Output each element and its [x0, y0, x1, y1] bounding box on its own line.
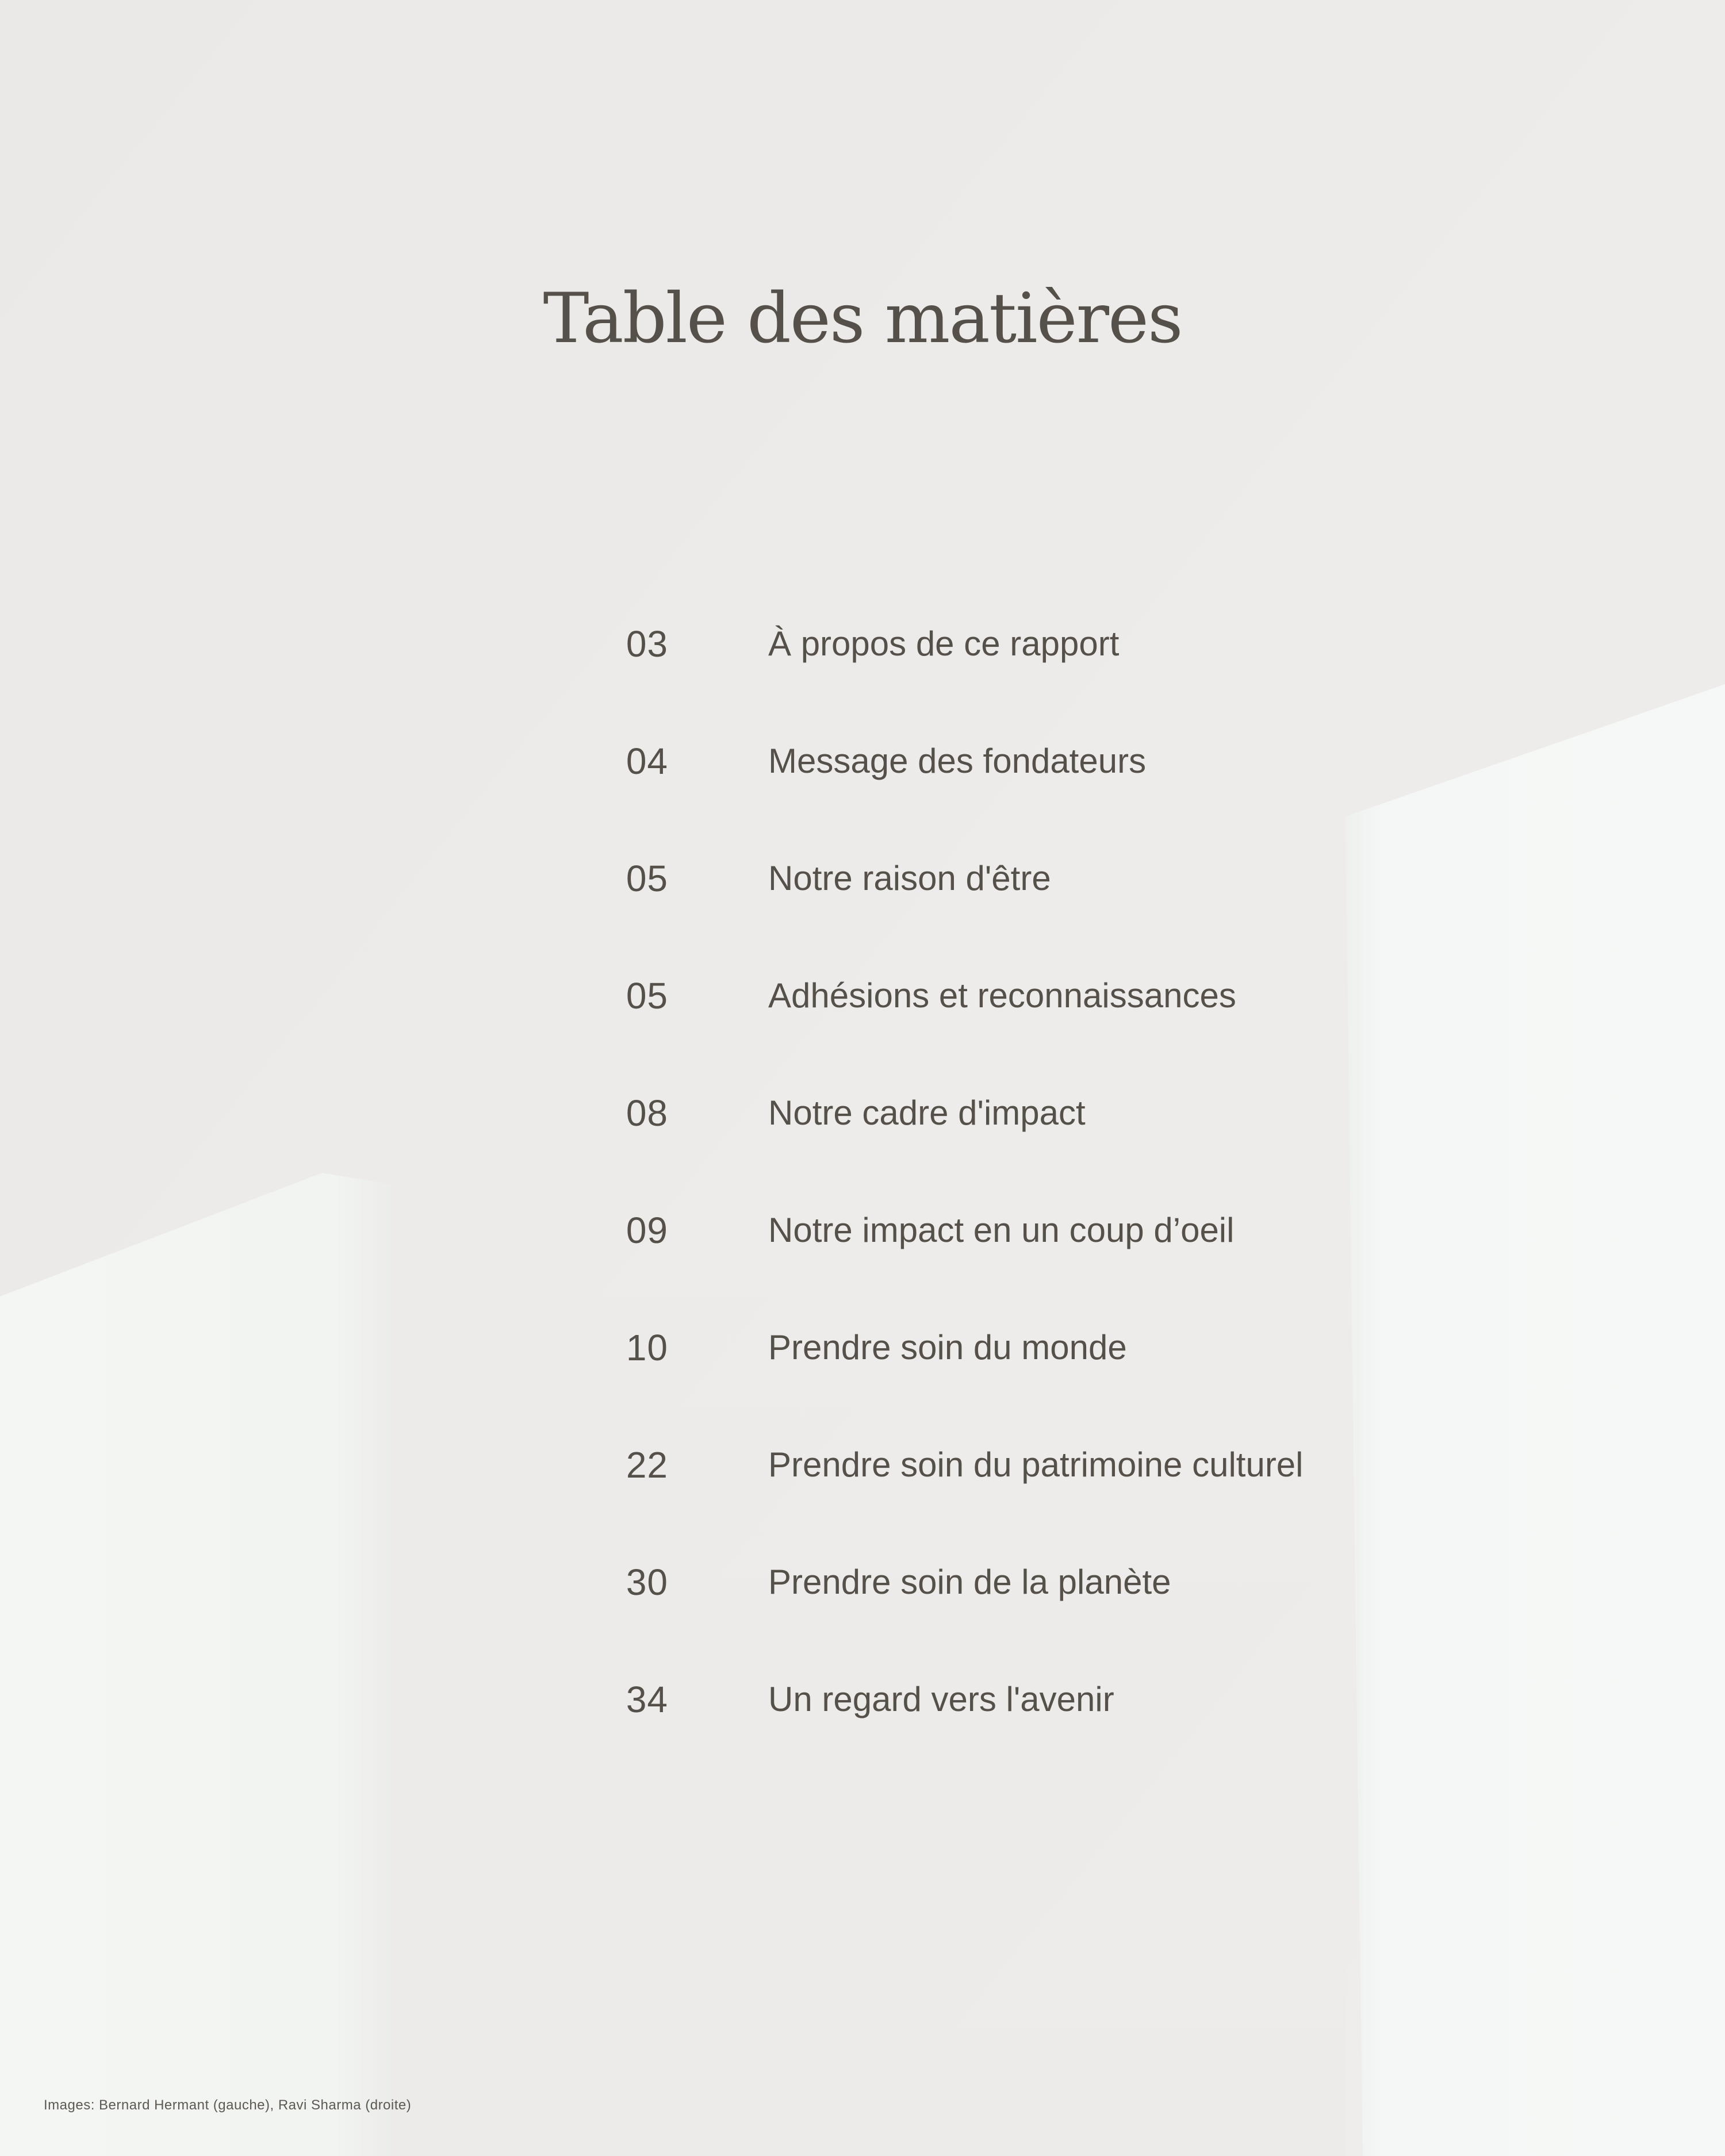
image-credit: Images: Bernard Hermant (gauche), Ravi Sharma (droite): [44, 2097, 412, 2113]
toc-entry[interactable]: [0, 1087, 1725, 1156]
toc-entry-title: Notre cadre d'impact: [768, 1094, 1086, 1132]
toc-page-number: 05: [626, 858, 668, 899]
toc-entry[interactable]: [0, 618, 1725, 687]
toc-page-number: 09: [626, 1210, 668, 1251]
toc-entry[interactable]: [0, 1322, 1725, 1391]
toc-entry-title: Prendre soin du monde: [768, 1328, 1127, 1367]
toc-page-number: 03: [626, 623, 668, 665]
toc-entry[interactable]: [0, 735, 1725, 804]
toc-entry-title: Notre impact en un coup d’oeil: [768, 1211, 1235, 1249]
toc-entry[interactable]: [0, 1674, 1725, 1743]
toc-entry-title: Prendre soin du patrimoine culturel: [768, 1445, 1304, 1484]
toc-page-number: 08: [626, 1092, 668, 1134]
toc-page-number: 10: [626, 1327, 668, 1368]
toc-page-number: 30: [626, 1562, 668, 1603]
toc-entry-title: À propos de ce rapport: [768, 624, 1120, 663]
toc-entry-title: Notre raison d'être: [768, 859, 1051, 897]
toc-entry[interactable]: [0, 853, 1725, 922]
toc-entry-title: Adhésions et reconnaissances: [768, 976, 1236, 1015]
toc-page-number: 05: [626, 975, 668, 1016]
toc-entry[interactable]: [0, 1439, 1725, 1508]
toc-page-number: 22: [626, 1444, 668, 1486]
toc-entry[interactable]: [0, 1204, 1725, 1273]
toc-entry-title: Un regard vers l'avenir: [768, 1680, 1114, 1718]
table-of-contents: [0, 618, 1725, 1768]
toc-entry-title: Message des fondateurs: [768, 742, 1147, 780]
toc-entry[interactable]: [0, 1556, 1725, 1625]
toc-entry[interactable]: [0, 970, 1725, 1039]
toc-page-number: 04: [626, 741, 668, 782]
toc-entry-title: Prendre soin de la planète: [768, 1563, 1171, 1601]
toc-page-number: 34: [626, 1679, 668, 1720]
page-title: Table des matières: [543, 279, 1182, 359]
